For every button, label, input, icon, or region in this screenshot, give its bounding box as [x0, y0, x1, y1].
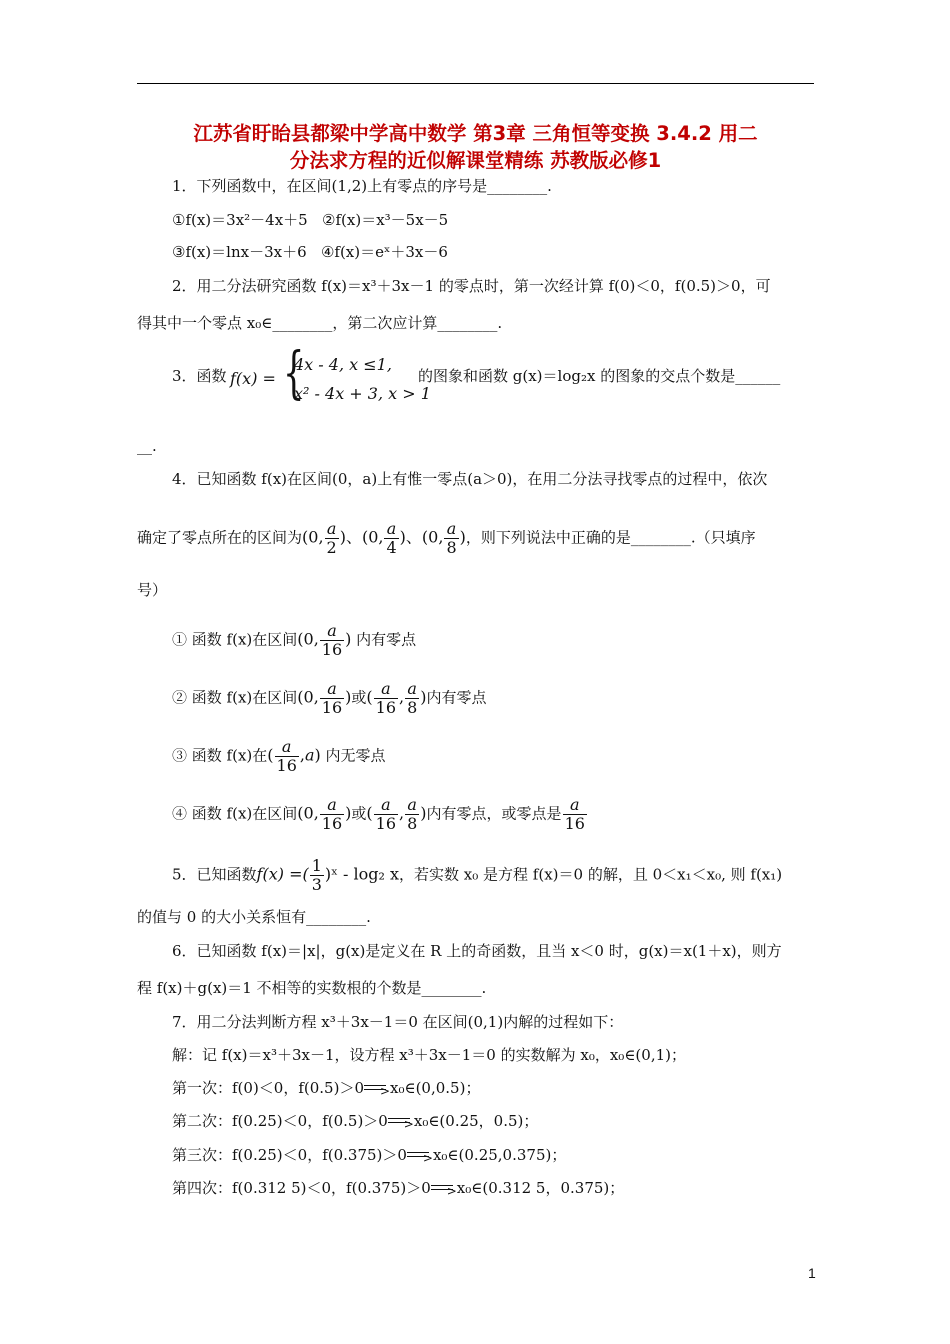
q7-step4: 第四次：f(0.312 5)＜0，f(0.375)＞0 > x₀∈(0.312 5，0.375)； — [172, 1179, 625, 1198]
q1-opt2: ②f(x)＝x³－5x－5 — [322, 211, 449, 229]
q7-step2: 第二次：f(0.25)＜0，f(0.5)＞0 > x₀∈(0.25，0.5)； — [172, 1112, 539, 1131]
q5-frac-one-third: $\frac{1}{3}$ — [311, 856, 322, 894]
q4-line3: 号） — [137, 581, 168, 599]
q4-frac-a-2: $\frac{a}{2}$ — [326, 519, 337, 557]
document-title — [137, 120, 814, 174]
page-number: 1 — [808, 1265, 816, 1281]
q4-option3: ③ 函数 f(x)在( $\frac{a}{16}$ ,a) 内无零点 — [172, 737, 386, 775]
q3-tail: __. — [137, 437, 157, 455]
q6-line1: 6．已知函数 f(x)＝|x|，g(x)是定义在 R 上的奇函数，且当 x＜0 时，g(x)＝x(1＋x)，则方 — [172, 942, 782, 960]
q7-step3: 第三次：f(0.25)＜0，f(0.375)＞0 > x₀∈(0.25,0.375)； — [172, 1146, 567, 1165]
q2-line1: 2．用二分法研究函数 f(x)＝x³＋3x－1 的零点时，第一次经计算 f(0)＜0，f(0.5)＞0，可 — [172, 277, 771, 295]
q2-line2: 得其中一个零点 x₀∈________，第二次应计算________. — [137, 314, 503, 332]
q7-step1: 第一次：f(0)＜0，f(0.5)＞0 > x₀∈(0,0.5)； — [172, 1079, 481, 1098]
q3-case2: x² - 4x + 3, x > 1 — [294, 384, 431, 403]
q3-case1: 4x - 4, x ≤1, — [294, 355, 392, 374]
implies-arrow-icon: > — [407, 1149, 433, 1163]
implies-arrow-icon: > — [388, 1115, 414, 1129]
q3-fx: f(x) = — [230, 369, 276, 388]
q4-frac-a-4: $\frac{a}{4}$ — [386, 519, 397, 557]
title-line-1: 江苏省盱眙县都梁中学高中数学 第3章 三角恒等变换 3.4.2 用二 — [193, 122, 758, 145]
q4-line2-prefix: 确定了零点所在的区间为 — [137, 528, 303, 547]
q1-opt4: ④f(x)＝eˣ＋3x－6 — [320, 243, 448, 261]
q3-prefix: 3．函数 — [172, 367, 227, 385]
implies-arrow-icon: > — [431, 1182, 457, 1196]
q1-opt1: ①f(x)＝3x²－4x＋5 — [172, 211, 308, 229]
q4-line2: 确定了零点所在的区间为(0, $\frac{a}{2}$ )、(0, $\frac{a}{4}$ )、(0, $\frac{a}{8}$ )，则下列说法中正确的是________.（只填序 — [137, 519, 756, 557]
q4-line1: 4．已知函数 f(x)在区间(0，a)上有惟一零点(a＞0)，在用二分法寻找零点的过程中，依次 — [172, 470, 768, 488]
q4-option2: ② 函数 f(x)在区间(0, $\frac{a}{16}$ )或( $\frac{a}{16}$ , $\frac{a}{8}$ )内有零点 — [172, 679, 487, 717]
title-line-2: 分法求方程的近似解课堂精练 苏教版必修1 — [289, 149, 662, 172]
q1-options-row1 — [172, 210, 448, 230]
q7-line1: 7．用二分法判断方程 x³＋3x－1＝0 在区间(0,1)内解的过程如下： — [172, 1013, 624, 1031]
implies-arrow-icon: > — [364, 1082, 390, 1096]
q7-line2: 解：记 f(x)＝x³＋3x－1，设方程 x³＋3x－1＝0 的实数解为 x₀，x₀∈(0,1)； — [172, 1046, 686, 1064]
q3-brace: { — [283, 341, 305, 406]
q6-line2: 程 f(x)＋g(x)＝1 不相等的实数根的个数是________. — [137, 979, 487, 997]
q5-line1: 5．已知函数f(x) =( $\frac{1}{3}$ )ˣ - log₂ x，若实数 x₀ 是方程 f(x)＝0 的解，且 0＜x₁＜x₀, 则 f(x₁) — [172, 856, 783, 894]
header-rule — [137, 83, 814, 84]
q1-options-row2 — [172, 242, 448, 262]
q4-option4: ④ 函数 f(x)在区间(0, $\frac{a}{16}$ )或( $\frac{a}{16}$ , $\frac{a}{8}$ )内有零点，或零点是 $\frac{a}{16}$ — [172, 795, 585, 833]
q3-suffix: 的图象和函数 g(x)＝log₂x 的图象的交点个数是______ — [418, 367, 781, 385]
q5-line2: 的值与 0 的大小关系恒有________. — [137, 908, 371, 926]
q4-option1: ① 函数 f(x)在区间(0, $\frac{a}{16}$ ) 内有零点 — [172, 621, 417, 659]
q1-opt3: ③f(x)＝lnx－3x＋6 — [172, 243, 307, 261]
q1-stem: 1．下列函数中，在区间(1,2)上有零点的序号是________. — [172, 177, 552, 195]
q4-line2-suffix: ，则下列说法中正确的是________.（只填序 — [465, 528, 756, 547]
q4-frac-a-8: $\frac{a}{8}$ — [446, 519, 457, 557]
